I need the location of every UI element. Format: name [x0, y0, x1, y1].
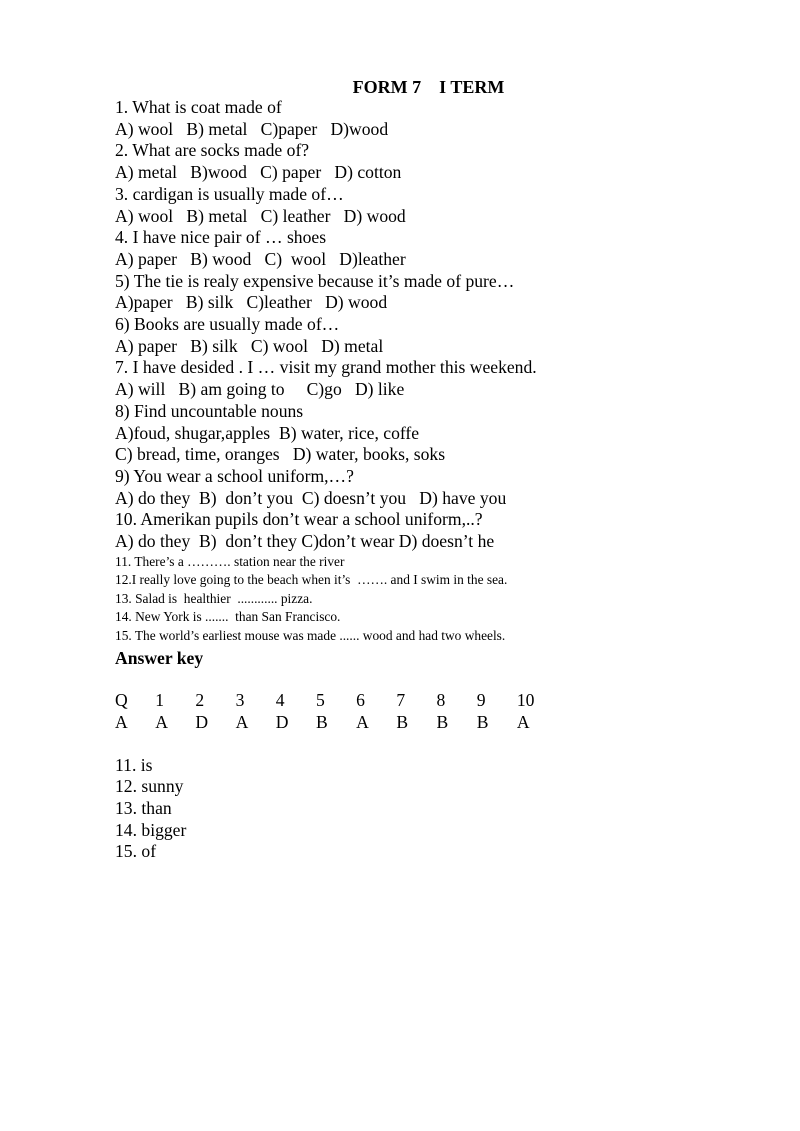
answer-13: 13. than — [115, 798, 172, 819]
answer-key-table — [115, 690, 775, 733]
document-body — [115, 97, 775, 863]
answer-key-cell: 8 — [436, 690, 446, 711]
fill-in-question-list — [115, 553, 775, 646]
question-5: 5) The tie is realy expensive because it’s made of pure… — [115, 270, 515, 291]
question-3: 3. cardigan is usually made of… — [115, 183, 344, 204]
answer-key-cell: 7 — [396, 690, 406, 711]
answer-key-cell: A — [235, 711, 249, 732]
options-10: A) do they B) don’t they C)don’t wear D) doesn’t he — [115, 531, 495, 552]
options-9: A) do they B) don’t you C) doesn’t you D) have you — [115, 487, 507, 508]
answer-key-cell: B — [396, 711, 409, 732]
answer-key-cell: B — [315, 711, 328, 732]
answer-key-cell: A — [115, 711, 128, 732]
options-8b: C) bread, time, oranges D) water, books, soks — [115, 444, 446, 465]
answer-key-cell: 1 — [155, 690, 164, 711]
options-3: A) wool B) metal C) leather D) wood — [115, 205, 406, 226]
answer-11: 11. is — [115, 754, 153, 775]
options-4: A) paper B) wood C) wool D)leather — [115, 248, 406, 269]
answer-key-cell: A — [516, 711, 530, 732]
question-11: 11. There’s a ………. station near the river — [115, 553, 345, 569]
question-10: 10. Amerikan pupils don’t wear a school uniform,..? — [115, 509, 483, 530]
question-9: 9) You wear a school uniform,…? — [115, 465, 354, 486]
question-8: 8) Find uncountable nouns — [115, 400, 304, 421]
answer-key-cell: 3 — [235, 690, 245, 711]
options-2: A) metal B)wood C) paper D) cotton — [115, 162, 402, 183]
question-6: 6) Books are usually made of… — [115, 314, 340, 335]
options-1: A) wool B) metal C)paper D)wood — [115, 118, 389, 139]
question-1: 1. What is coat made of — [115, 97, 282, 117]
answer-key-cell: D — [195, 711, 209, 732]
written-answers — [115, 755, 775, 864]
answer-15: 15. of — [115, 841, 157, 862]
options-7: A) will B) am going to C)go D) like — [115, 379, 405, 400]
answer-key-cell: 4 — [275, 690, 285, 711]
answer-key-question-row — [115, 690, 775, 712]
answer-key-cell: 6 — [356, 690, 365, 711]
answer-key-cell: B — [476, 711, 489, 732]
answer-key-heading: Answer key — [115, 648, 204, 669]
answer-14: 14. bigger — [115, 819, 187, 840]
answer-key-cell: D — [275, 711, 289, 732]
question-12: 12.I really love going to the beach when it’s ……. and I swim in the sea. — [115, 572, 508, 588]
page-title: FORM 7 I TERM — [352, 77, 505, 97]
options-8a: A)foud, shugar,apples B) water, rice, coffe — [115, 422, 420, 443]
answer-key-cell: 9 — [476, 690, 486, 711]
answer-key-cell: Q — [115, 690, 128, 711]
question-13: 13. Salad is healthier ............ pizza. — [115, 590, 313, 606]
question-2: 2. What are socks made of? — [115, 140, 310, 161]
answer-key-answer-row — [115, 712, 775, 734]
question-7: 7. I have desided . I … visit my grand mother this weekend. — [115, 357, 537, 378]
options-6: A) paper B) silk C) wool D) metal — [115, 335, 384, 356]
options-5: A)paper B) silk C)leather D) wood — [115, 292, 388, 313]
question-14: 14. New York is ....... than San Francisco. — [115, 609, 341, 625]
answer-12: 12. sunny — [115, 776, 184, 797]
answer-key-cell: B — [436, 711, 449, 732]
question-list — [115, 97, 775, 553]
answer-key-cell: A — [155, 711, 168, 732]
answer-key-cell: 2 — [195, 690, 205, 711]
question-4: 4. I have nice pair of … shoes — [115, 227, 327, 248]
answer-key-cell: 10 — [516, 690, 535, 711]
question-15: 15. The world’s earliest mouse was made ...... wood and had two wheels. — [115, 627, 506, 643]
answer-key-cell: A — [356, 711, 369, 732]
answer-key-cell: 5 — [315, 690, 325, 711]
